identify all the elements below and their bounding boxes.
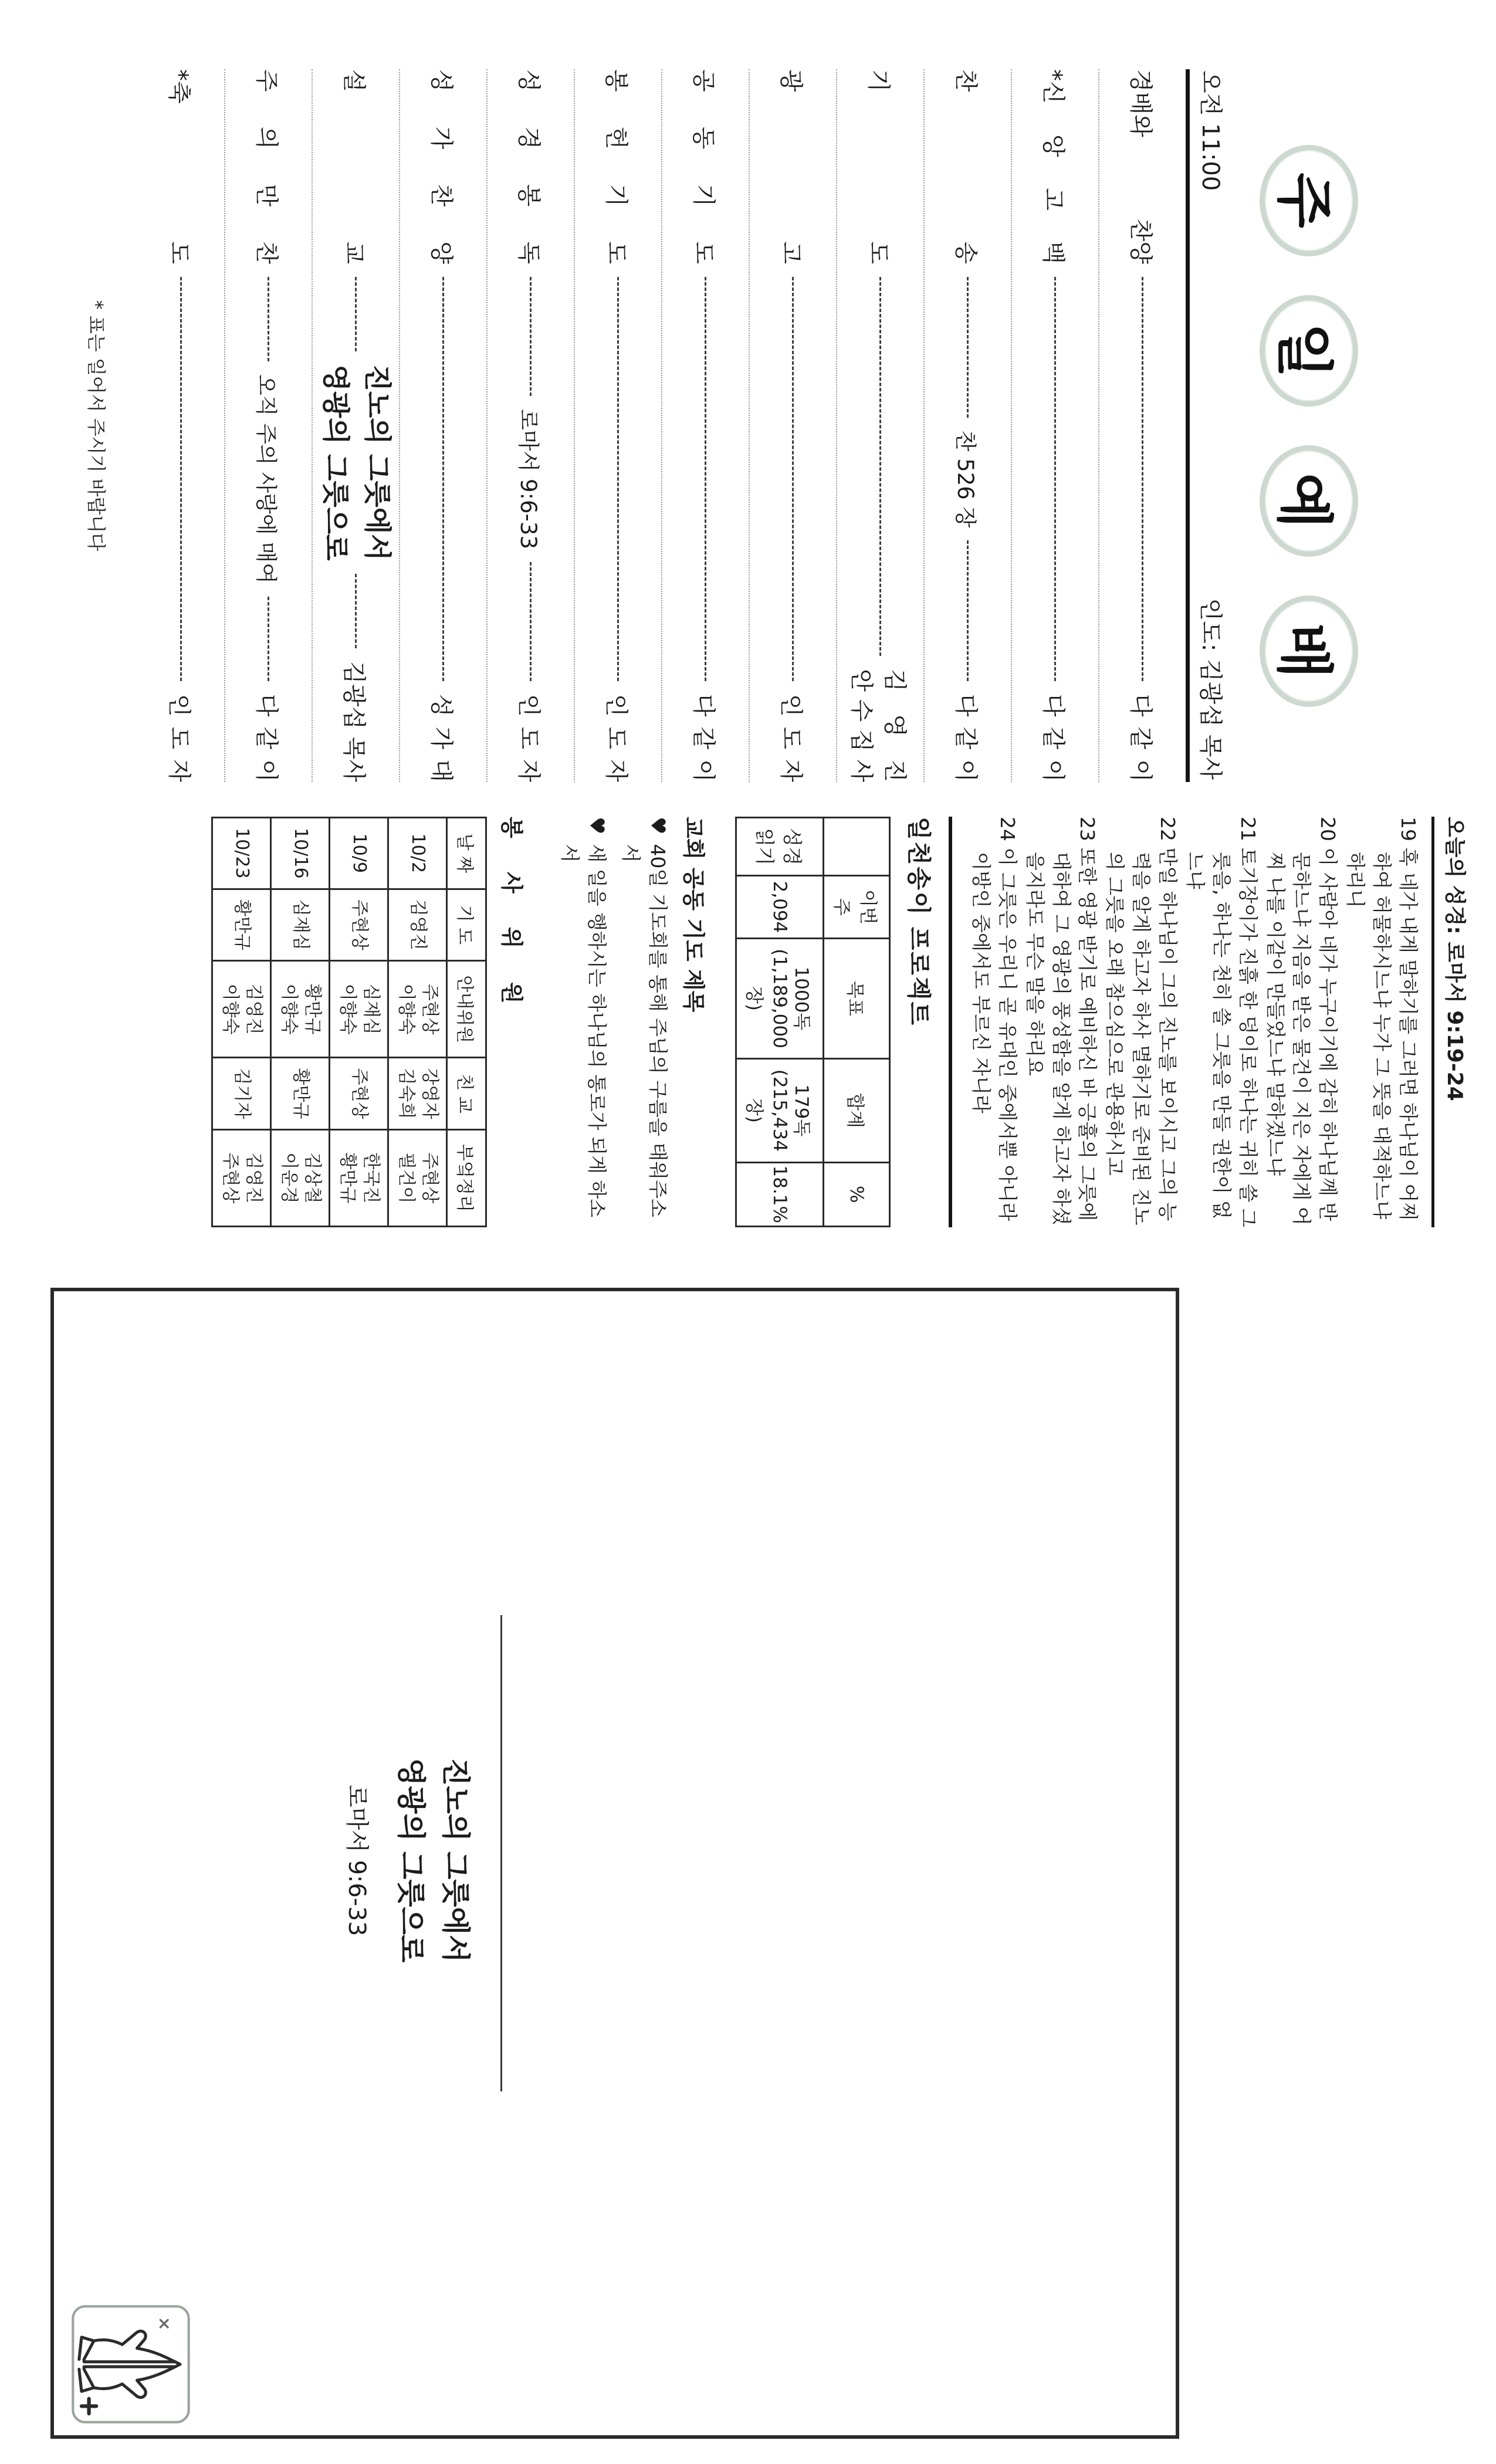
table-cell: 강영자 김숙희 — [388, 1058, 447, 1129]
title-char-circle: 배 — [1260, 595, 1358, 707]
table-cell: 179독 (215,434장) — [736, 1059, 824, 1162]
table-cell: 주현상 이향숙 — [388, 961, 447, 1058]
table-cell: 김영진 — [388, 889, 447, 960]
order-leader — [268, 597, 269, 681]
todays-scripture-heading: 오늘의 성경: 로마서 9:19-24 — [1431, 817, 1471, 1227]
table-cell: 10/23 — [212, 818, 271, 889]
title-char-circle: 일 — [1260, 295, 1358, 407]
prayer-topic-text: 새 일을 행하시는 하나님의 통로가 되게 하소서 — [558, 844, 608, 1218]
order-label: 성 경 봉 독 — [515, 69, 542, 264]
table-header-cell: 목표 — [824, 938, 890, 1059]
bible-reading-table — [735, 817, 891, 1227]
standing-footnote: * 표는 일어서 주시기 바랍니다 — [85, 300, 107, 551]
sermon-title-block — [342, 1579, 478, 2142]
order-row — [923, 69, 1011, 782]
order-performer — [776, 694, 810, 782]
performer-line: 다 같 이 — [1127, 694, 1154, 782]
order-label: 기 도 — [865, 69, 892, 264]
order-leader — [268, 277, 269, 361]
title-char-circle: 예 — [1260, 445, 1358, 557]
order-label: 찬 송 — [952, 69, 979, 264]
table-cell: 김기자 — [212, 1058, 271, 1129]
order-row — [399, 69, 486, 782]
service-leader: 인도: 김광섭 목사 — [1197, 598, 1224, 780]
table-cell: 김영진 이향숙 — [212, 961, 271, 1058]
order-row — [1098, 69, 1186, 782]
order-row — [486, 69, 574, 782]
table-header-cell: 합계 — [824, 1059, 890, 1162]
service-time: 오전 11:00 — [1197, 70, 1224, 191]
order-performer — [252, 694, 285, 782]
performer-line: 인 도 자 — [603, 694, 629, 782]
table-cell: 한국진 황만규 — [330, 1129, 388, 1226]
order-performer — [514, 694, 547, 782]
table-header-cell: 기 도 — [447, 889, 486, 960]
performer-line: 김광섭 목사 — [340, 661, 367, 783]
order-leader — [879, 277, 881, 656]
performer-line: 인 도 자 — [515, 694, 542, 782]
order-row — [836, 69, 923, 782]
table-header-cell: 친 교 — [447, 1058, 486, 1129]
order-leader — [792, 277, 794, 681]
order-leader — [967, 540, 969, 681]
sermon-title-line: 진노의 그릇에서 — [439, 1758, 472, 1963]
table-cell: 심재심 — [271, 889, 330, 960]
section-divider — [949, 817, 952, 1227]
table-header-cell: 날 짜 — [447, 818, 486, 889]
order-label: 경배와 찬양 — [1127, 69, 1154, 264]
order-leader — [705, 277, 706, 681]
table-cell: 10/9 — [330, 818, 388, 889]
prayer-topics-heading: 교회 공동 기도 제목 — [681, 817, 707, 1013]
order-performer — [601, 694, 635, 782]
order-performer — [951, 694, 984, 782]
order-performer — [164, 694, 198, 782]
table-cell: 황만규 — [212, 889, 271, 960]
order-label: 주 의 만 찬 — [253, 69, 280, 264]
order-leader — [355, 574, 357, 648]
order-label: *신 앙 고 백 — [1040, 69, 1067, 264]
order-performer — [339, 661, 373, 782]
performer-line: 인 도 자 — [777, 694, 804, 782]
heart-icon: ♥ — [584, 817, 608, 835]
order-label: 공 동 기 도 — [690, 69, 717, 264]
table-cell: 주현상 필건이 — [388, 1129, 447, 1226]
prayer-topic-item — [617, 817, 671, 1227]
table-cell: 10/2 — [388, 818, 447, 889]
sermon-notes-box — [50, 1288, 1179, 2439]
verse-line: 22 만일 하나님이 그의 진노를 보이시고 그의 능력을 알게 하고자 하사 멸하기로 준비된 진노의 그릇을 오래 참으심으로 관용하시고 — [1104, 817, 1180, 1226]
table-header-row — [824, 818, 890, 1227]
duty-table-body — [212, 818, 486, 1227]
order-annotation: 오직 주의 사랑에 매여 — [253, 374, 279, 584]
performer-line: 성 가 대 — [428, 694, 455, 782]
sermon-title-lines — [388, 1579, 478, 2142]
prayer-topics-list — [556, 817, 671, 1227]
prayer-topic-item — [556, 817, 610, 1227]
bible-reading-table-body — [736, 818, 890, 1227]
table-data-row — [736, 818, 824, 1227]
table-cell: 황만규 — [271, 1058, 330, 1129]
order-leader — [1142, 277, 1143, 681]
duty-heading: 봉 사 위 원 — [499, 817, 525, 1017]
order-leader — [967, 277, 969, 418]
order-performer — [847, 669, 914, 782]
order-row — [661, 69, 749, 782]
verse-line: 21 토기장이가 진흙 한 덩이로 하나는 귀히 쓸 그릇을, 하나는 천히 쓸 그릇을 만들 권한이 없느냐 — [1184, 817, 1260, 1227]
notes-divider-line — [500, 1615, 502, 2091]
order-row — [312, 69, 399, 782]
table-header-row — [447, 818, 486, 1227]
praying-hands-icon — [69, 2303, 192, 2426]
table-cell: 18.1% — [736, 1162, 824, 1227]
order-row — [1011, 69, 1098, 782]
order-annotation: 로마서 9:6-33 — [516, 409, 541, 549]
table-cell: 1000독 (1,189,000장) — [736, 938, 824, 1059]
order-row — [574, 69, 661, 782]
verse-line: 23 또한 영광 받기로 예비하신 바 긍휼의 그릇에 대하여 그 영광의 풍성함을 알게 하고자 하셨을지라도 무슨 말을 하리요 — [1023, 817, 1099, 1226]
table-header-cell: % — [824, 1162, 890, 1227]
order-label: 봉 헌 기 도 — [603, 69, 629, 264]
performer-line: 인 도 자 — [165, 694, 192, 782]
order-leader — [442, 277, 444, 681]
order-performer — [689, 694, 722, 782]
title-char-circle: 주 — [1260, 145, 1358, 256]
order-leader — [180, 277, 182, 681]
table-cell: 주현상 — [330, 889, 388, 960]
performer-line: 다 같 이 — [253, 694, 280, 782]
order-row — [224, 69, 312, 782]
worship-column — [84, 69, 1496, 782]
verse-line: 20 이 사람아 네가 누구이기에 감히 하나님께 반문하느냐 지음을 받은 물건이 지은 자에게 어찌 나를 이같이 만들었느냐 말하겠느냐 — [1264, 817, 1340, 1226]
performer-line: 다 같 이 — [690, 694, 717, 782]
table-header-cell — [824, 818, 890, 876]
table-header-cell: 이번 주 — [824, 876, 890, 938]
sermon-title-line: 영광의 그릇으로 — [394, 1758, 428, 1963]
order-label: *축 도 — [165, 69, 192, 264]
duty-table — [211, 817, 487, 1227]
order-row — [749, 69, 836, 782]
order-annotation: 찬 526 장 — [953, 430, 979, 528]
order-leader — [617, 277, 619, 681]
table-header-cell: 부엌정리 — [447, 1129, 486, 1226]
notes-page — [0, 1232, 1496, 2464]
order-performer — [1126, 694, 1159, 782]
table-data-row — [212, 818, 271, 1227]
order-performer — [1038, 694, 1072, 782]
heart-icon: ♥ — [646, 817, 670, 835]
performer-line: 안 수 집 사 — [848, 669, 875, 782]
project-heading: 일천송이 프로젝트 — [905, 817, 933, 1027]
scripture-verses — [967, 817, 1421, 1227]
order-label: 성 가 찬 양 — [428, 69, 455, 264]
table-data-row — [330, 818, 388, 1227]
table-cell: 김상철 이운경 — [271, 1129, 330, 1226]
table-data-row — [271, 818, 330, 1227]
table-cell: 황만규 이향숙 — [271, 961, 330, 1058]
service-header — [1190, 69, 1229, 782]
table-cell: 2,094 — [736, 876, 824, 938]
prayer-topic-text: 40일 기도회를 통해 주님의 구름을 태워주소서 — [619, 844, 670, 1217]
performer-line: 다 같 이 — [952, 694, 979, 783]
table-cell: 주현상 — [330, 1058, 388, 1129]
order-of-worship — [138, 69, 1186, 782]
order-annotation: 진노의 그릇에서 영광의 그릇으로 — [319, 364, 393, 561]
performer-line: 김 영 진 — [881, 669, 909, 782]
table-cell: 성경읽기 — [736, 818, 824, 876]
order-label: 설 교 — [340, 69, 367, 264]
order-performer — [427, 694, 460, 782]
order-leader — [355, 277, 357, 351]
verse-line: 24 이 그릇은 우리니 곧 유대인 중에서뿐 아니라 이방인 중에서도 부르신 자니라 — [970, 817, 1019, 1221]
table-data-row — [388, 818, 447, 1227]
performer-line: 다 같 이 — [1040, 694, 1067, 782]
announcements-column — [211, 817, 1471, 1227]
order-row — [138, 69, 224, 782]
order-leader — [530, 277, 532, 396]
bulletin-title — [1260, 69, 1358, 782]
order-leader — [530, 562, 532, 681]
header-rule — [1186, 69, 1190, 782]
table-header-cell: 안내위원 — [447, 961, 486, 1058]
order-label: 광 고 — [777, 69, 804, 264]
order-leader — [1054, 277, 1056, 681]
sermon-reference: 로마서 9:6-33 — [343, 1784, 371, 1937]
table-cell: 10/16 — [271, 818, 330, 889]
table-cell: 심재심 이향숙 — [330, 961, 388, 1058]
verse-line: 19 혹 네가 내게 말하기를 그러면 하나님이 어찌하여 허물하시느냐 누가 그 뜻을 대적하느냐 하리니 — [1344, 817, 1420, 1221]
table-cell: 김영진 주현상 — [212, 1129, 271, 1226]
